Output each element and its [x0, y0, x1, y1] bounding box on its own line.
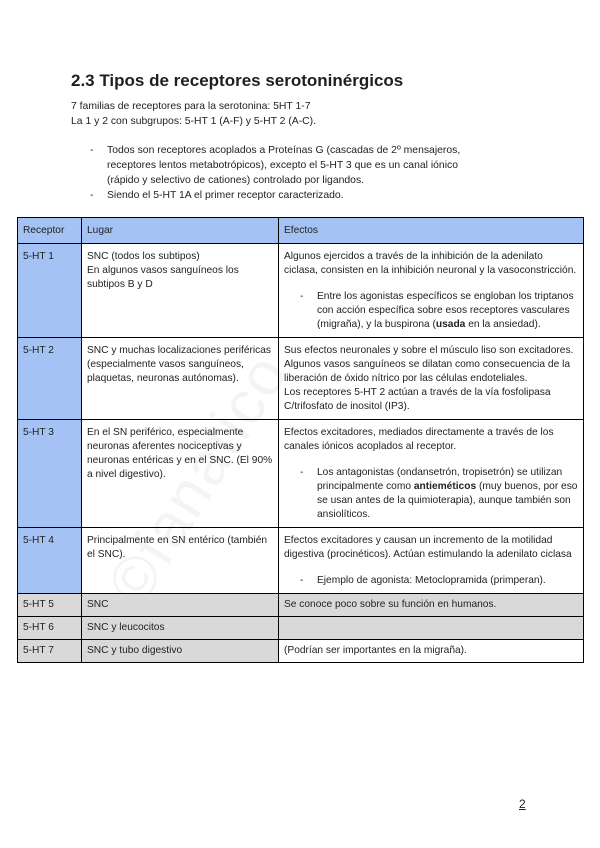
efectos-cell	[279, 528, 584, 594]
lugar-line: En el SN periférico, especialmente neuronas aferentes nociceptivas y neuronas entéricas y en el SNC. (El 90% a nivel digestivo).	[87, 427, 273, 480]
intro-line: 7 familias de receptores para la serotonina: 5HT 1-7	[71, 101, 311, 112]
efectos-cell: Se conoce poco sobre su función en humanos.	[279, 594, 584, 617]
header-receptor: Receptor	[18, 218, 82, 244]
lugar-cell	[82, 420, 279, 528]
efectos-cell	[279, 617, 584, 640]
efectos-cell	[279, 420, 584, 528]
bullet-item: - Todos son receptores acoplados a Proteínas G (cascadas de 2º mensajeros, receptores lentos metabotrópicos), excepto el 5-HT 3 que es un canal iónico (rápido y selectivo de cationes) controlado por ligandos.	[88, 143, 488, 188]
receptor-cell: 5-HT 2	[18, 338, 82, 420]
efectos-text: Efectos excitadores y causan un incremento de la motilidad digestiva (procinéticos). Actúan estimulando la adenilato ciclasa	[284, 535, 572, 560]
table-row	[18, 420, 584, 528]
table-row	[18, 617, 584, 640]
efectos-cell	[279, 244, 584, 338]
bullet-text: Ejemplo de agonista: Metoclopramida (primperan).	[317, 575, 546, 586]
lugar-cell: SNC y tubo digestivo	[82, 640, 279, 663]
lugar-line: En algunos vasos sanguíneos los subtipos B y D	[87, 265, 239, 290]
receptor-cell: 5-HT 5	[18, 594, 82, 617]
receptor-cell: 5-HT 4	[18, 528, 82, 594]
lugar-line: Principalmente en SN entérico (también el SNC).	[87, 535, 268, 560]
header-lugar: Lugar	[82, 218, 279, 244]
efectos-cell	[279, 338, 584, 420]
table-row	[18, 244, 584, 338]
receptor-cell: 5-HT 7	[18, 640, 82, 663]
bullet-bold: antieméticos	[413, 481, 477, 492]
efectos-line: Los receptores 5-HT 2 actúan a través de la vía fosfolipasa C/trifosfato de inositol (IP3).	[284, 387, 551, 412]
efectos-bullet	[300, 466, 578, 522]
bullet-text: (muy buenos, por eso se usan antes de la quimioterapia), aunque también son ansiolíticos.	[317, 481, 578, 520]
efectos-line: Algunos vasos sanguíneos se dilatan como consecuencia de la liberación de óxido nítrico por las células endoteliales.	[284, 359, 571, 384]
lugar-cell: SNC	[82, 594, 279, 617]
intro	[71, 99, 316, 129]
lugar-cell	[82, 338, 279, 420]
receptor-cell: 5-HT 3	[18, 420, 82, 528]
lugar-line: SNC (todos los subtipos)	[87, 251, 200, 262]
receptor-cell: 5-HT 1	[18, 244, 82, 338]
efectos-text: Efectos excitadores, mediados directamente a través de los canales iónicos acoplados al receptor.	[284, 427, 554, 452]
bullet-text: Los antagonistas (ondansetrón, tropisetrón) se utilizan principalmente como	[317, 467, 563, 492]
efectos-text: Algunos ejercidos a través de la inhibición de la adenilato ciclasa, consisten en la inhibición neuronal y la vasoconstricción.	[284, 251, 577, 276]
table-row	[18, 594, 584, 617]
bullet-list	[88, 143, 488, 203]
table-header-row	[18, 218, 584, 244]
efectos-bullet	[300, 290, 578, 332]
bullet-text: Entre los agonistas específicos se engloban los triptanos con acción específica sobre esos receptores vasculares (migraña), y la buspirona (	[317, 291, 574, 330]
section-title: 2.3 Tipos de receptores serotoninérgicos	[71, 71, 404, 90]
header-efectos: Efectos	[279, 218, 584, 244]
receptor-table	[17, 217, 584, 663]
lugar-cell	[82, 528, 279, 594]
lugar-cell: SNC y leucocitos	[82, 617, 279, 640]
table-row	[18, 640, 584, 663]
intro-line: La 1 y 2 con subgrupos: 5-HT 1 (A-F) y 5-HT 2 (A-C).	[71, 116, 317, 127]
lugar-line: SNC y muchas localizaciones periféricas (especialmente vasos sanguíneos, plaquetas, neuronas autónomas).	[87, 345, 272, 384]
efectos-cell: (Podrían ser importantes en la migraña).	[279, 640, 584, 663]
table-row	[18, 528, 584, 594]
efectos-bullet	[300, 574, 578, 588]
bullet-bold: usada	[435, 319, 466, 330]
table-row	[18, 338, 584, 420]
efectos-line: Sus efectos neuronales y sobre el músculo liso son excitadores.	[284, 345, 574, 356]
bullet-text: en la ansiedad).	[465, 319, 541, 330]
bullet-item: - Siendo el 5-HT 1A el primer receptor caracterizado.	[88, 188, 488, 203]
lugar-cell	[82, 244, 279, 338]
receptor-cell: 5-HT 6	[18, 617, 82, 640]
page-number: 2	[519, 797, 526, 811]
